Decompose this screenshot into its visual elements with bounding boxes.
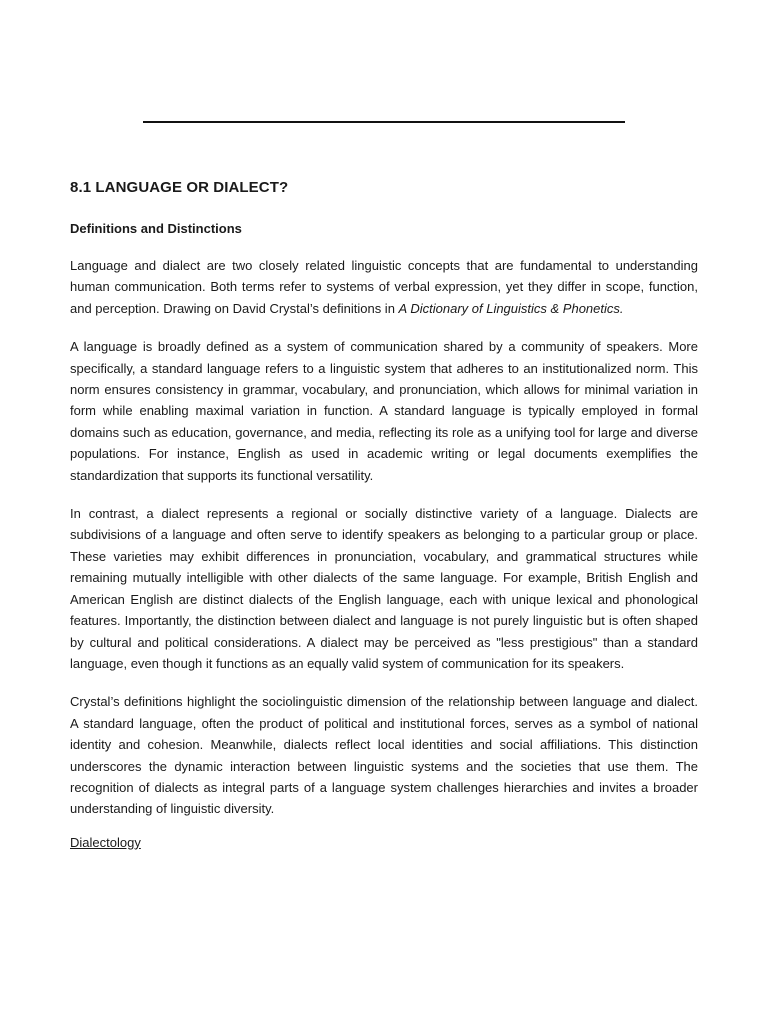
subheading: Definitions and Distinctions <box>70 221 242 236</box>
section-title: 8.1 LANGUAGE OR DIALECT? <box>70 179 289 196</box>
paragraph-2: A language is broadly defined as a system of communication shared by a community of speakers. More specifically, a standard language refers to a linguistic system that adheres to an institutionalized norm. This norm ensures consistency in grammar, vocabulary, and pronunciation, which allows for minimal variation in form while enabling maximal variation in function. A standard language is typically employed in formal domains such as education, governance, and media, reflecting its role as a unifying tool for large and diverse populations. For instance, English as used in academic writing or legal documents exemplifies the standardization that supports its functional versatility. <box>70 339 698 483</box>
paragraph-1 <box>70 255 698 319</box>
paragraph-1-text: Language and dialect are two closely related linguistic concepts that are fundamental to understanding human communication. Both terms refer to systems of verbal expression, yet they differ in scope, function, and perception. Drawing on David Crystal’s definitions in <box>70 258 698 316</box>
dialectology-heading: Dialectology <box>70 834 141 850</box>
paragraph-3: In contrast, a dialect represents a regional or socially distinctive variety of a language. Dialects are subdivisions of a language and often serve to identify speakers as belonging to a particular group or place. These varieties may exhibit differences in pronunciation, vocabulary, and grammatical structures while remaining mutually intelligible with other dialects of the same language. For example, British English and American English are distinct dialects of the English language, each with unique lexical and phonological features. Importantly, the distinction between dialect and language is not purely linguistic but is often shaped by cultural and political considerations. A dialect may be perceived as "less prestigious" than a standard language, even though it functions as an equally valid system of communication for its speakers. <box>70 506 698 671</box>
horizontal-rule <box>143 121 625 123</box>
document-body <box>70 178 698 852</box>
paragraph-4: Crystal’s definitions highlight the sociolinguistic dimension of the relationship between language and dialect. A standard language, often the product of political and institutional forces, serves as a symbol of national identity and cohesion. Meanwhile, dialects reflect local identities and social affiliations. This distinction underscores the dynamic interaction between linguistic systems and the societies that use them. The recognition of dialects as integral parts of a language system challenges hierarchies and invites a broader understanding of linguistic diversity. <box>70 694 698 817</box>
book-title: A Dictionary of Linguistics & Phonetics. <box>398 300 624 316</box>
